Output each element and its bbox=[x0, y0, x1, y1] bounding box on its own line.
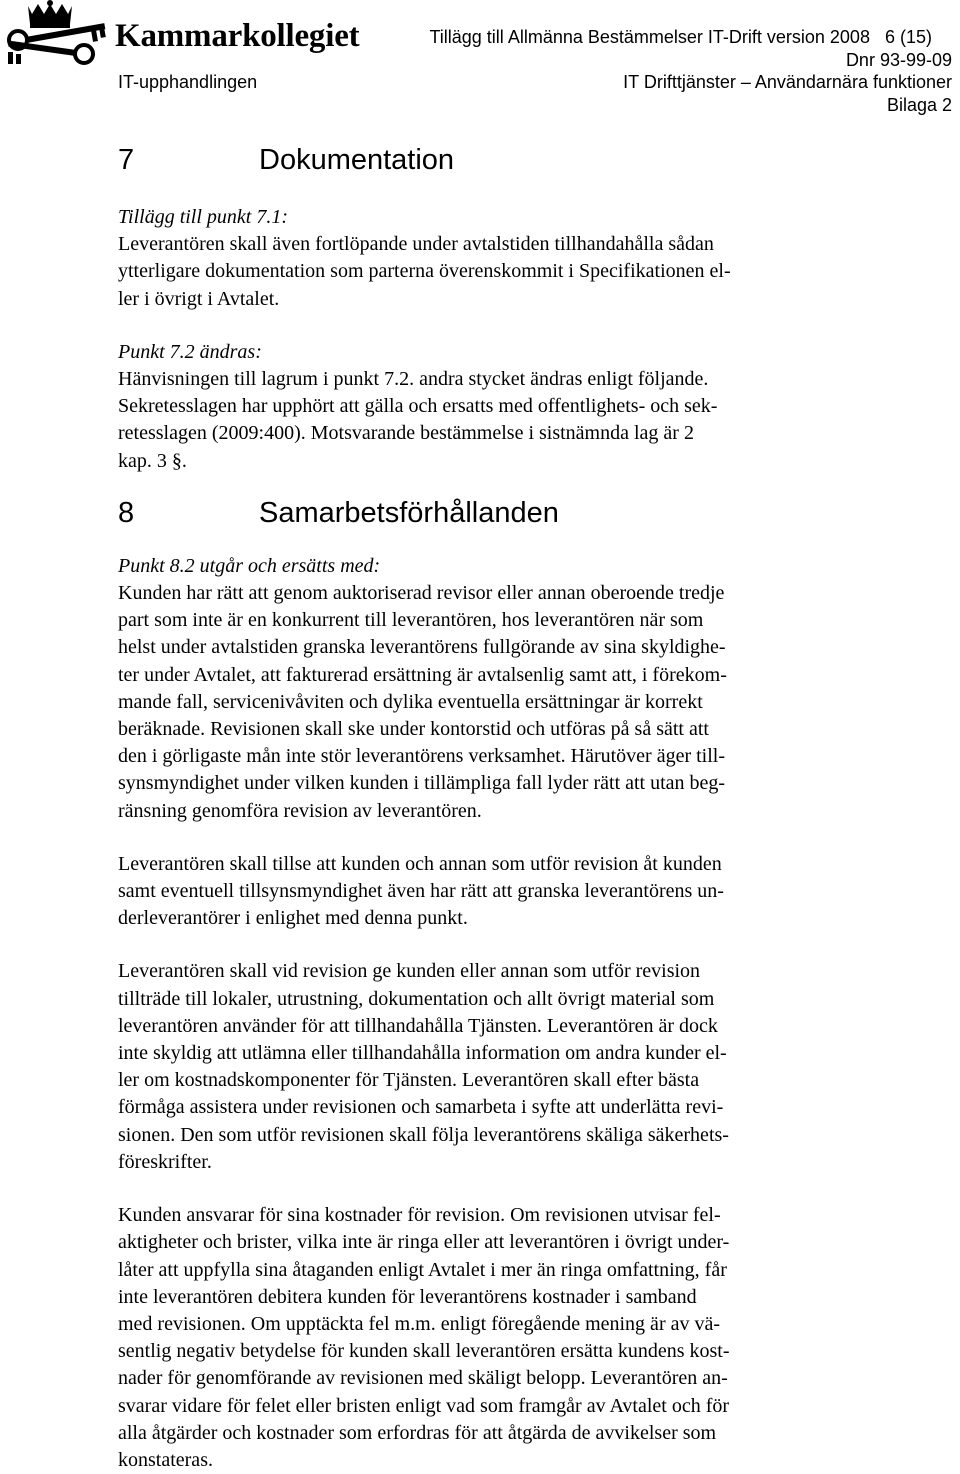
section-title: Samarbetsförhållanden bbox=[259, 496, 559, 529]
text-line: sentlig negativ betydelse för kunden skall leverantören ersätta kundens kost- bbox=[118, 1340, 730, 1363]
text-line: Sekretesslagen har upphört att gälla och ersatts med offentlighets- och sek- bbox=[118, 395, 718, 418]
header-appendix: Bilaga 2 bbox=[886, 95, 952, 115]
document-header-title bbox=[429, 26, 932, 48]
kammarkollegiet-logo bbox=[0, 0, 360, 70]
text-line: svarar vidare för felet eller bristen enligt vad som framgår av Avtalet och för bbox=[118, 1394, 730, 1417]
document-number: Dnr 93-99-09 bbox=[845, 50, 952, 70]
logo-wordmark: Kammarkollegiet bbox=[115, 18, 360, 54]
section-heading-7 bbox=[118, 140, 858, 180]
text-line: ytterligare dokumentation som parterna överenskommit i Specifikationen el- bbox=[118, 260, 731, 283]
subheading: Punkt 8.2 utgår och ersätts med: bbox=[118, 554, 381, 577]
text-line: kap. 3 §. bbox=[118, 449, 187, 472]
text-line: inte skyldig att utlämna eller tillhandahålla information om andra kunder el- bbox=[118, 1042, 727, 1065]
text-line: alla åtgärder och kostnader som erfordras för att åtgärda de avvikelser som bbox=[118, 1421, 717, 1444]
text-line: aktigheter och brister, vilka inte är ringa eller att leverantören i övrigt under- bbox=[118, 1231, 730, 1254]
text-line: Hänvisningen till lagrum i punkt 7.2. andra stycket ändras enligt följande. bbox=[118, 368, 709, 391]
header-department: IT-upphandlingen bbox=[118, 72, 258, 92]
section-number: 8 bbox=[118, 496, 135, 529]
subheading: Punkt 7.2 ändras: bbox=[118, 340, 262, 363]
text-line: förmåga assistera under revisionen och samarbeta i syfte att underlätta revi- bbox=[118, 1096, 724, 1119]
document-body bbox=[118, 140, 858, 1474]
text-line: Leverantören skall tillse att kunden och annan som utför revision åt kunden bbox=[118, 852, 722, 875]
text-line: leverantören använder för att tillhandahålla Tjänsten. Leverantören är dock bbox=[118, 1014, 718, 1037]
paragraph bbox=[118, 958, 858, 1176]
text-line: derleverantörer i enlighet med denna punkt. bbox=[118, 907, 468, 930]
paragraph bbox=[118, 580, 858, 825]
text-line: beräknade. Revisionen skall ske under kontorstid och utföras på så sätt att bbox=[118, 718, 709, 741]
text-line: med revisionen. Om upptäckta fel m.m. enligt föregående mening är av vä- bbox=[118, 1312, 721, 1335]
paragraph bbox=[118, 1202, 858, 1474]
text-line: mande fall, servicenivåviten och dylika eventuella ersättningar är korrekt bbox=[118, 690, 703, 713]
page-number: 6 (15) bbox=[884, 27, 932, 47]
text-line: Kunden har rätt att genom auktoriserad revisor eller annan oberoende tredje bbox=[118, 582, 725, 605]
text-line: samt eventuell tillsynsmyndighet även har rätt att granska leverantörens un- bbox=[118, 880, 724, 903]
paragraph bbox=[118, 851, 858, 933]
text-line: låter att uppfylla sina åtaganden enligt Avtalet i mer än ringa omfattning, får bbox=[118, 1258, 727, 1281]
text-line: ler om kostnadskomponenter för Tjänsten. Leverantören skall efter bästa bbox=[118, 1069, 700, 1092]
text-line: konstateras. bbox=[118, 1448, 213, 1471]
section-title: Dokumentation bbox=[259, 144, 455, 176]
text-line: sionen. Den som utför revisionen skall följa leverantörens skäliga säkerhets- bbox=[118, 1123, 729, 1146]
text-line: ränsning genomföra revision av leverantören. bbox=[118, 799, 482, 822]
document-title: Tillägg till Allmänna Bestämmelser IT-Drift version 2008 bbox=[429, 27, 870, 47]
text-line: part som inte är en konkurrent till leverantören, hos leverantören när som bbox=[118, 609, 704, 632]
text-line: Leverantören skall även fortlöpande under avtalstiden tillhandahålla sådan bbox=[118, 233, 714, 256]
text-line: inte leverantören debitera kunden för leverantörens kostnader i samband bbox=[118, 1285, 697, 1308]
text-line: helst under avtalstiden granska leverantörens fullgörande av sina skyldighe- bbox=[118, 636, 726, 659]
text-line: synsmyndighet under vilken kunden i tillämpliga fall lyder rätt att utan beg- bbox=[118, 772, 726, 795]
subheading: Tillägg till punkt 7.1: bbox=[118, 206, 289, 228]
text-line: ter under Avtalet, att fakturerad ersättning är avtalsenlig samt att, i förekom- bbox=[118, 663, 727, 686]
header-subtitle: IT Drifttjänster – Användarnära funktioner bbox=[623, 72, 952, 92]
paragraph bbox=[118, 366, 858, 475]
paragraph bbox=[118, 231, 858, 313]
text-line: retesslagen (2009:400). Motsvarande bestämmelse i sistnämnda lag är 2 bbox=[118, 422, 694, 445]
text-line: föreskrifter. bbox=[118, 1150, 212, 1173]
text-line: tillträde till lokaler, utrustning, dokumentation och allt övrigt material som bbox=[118, 987, 715, 1010]
crown-keys-icon bbox=[0, 0, 115, 70]
text-line: den i görligaste mån inte stör leverantörens verksamhet. Härutöver äger till- bbox=[118, 745, 726, 768]
text-line: Kunden ansvarar för sina kostnader för revision. Om revisionen utvisar fel- bbox=[118, 1204, 721, 1227]
text-line: ler i övrigt i Avtalet. bbox=[118, 287, 280, 310]
section-heading-8 bbox=[118, 493, 858, 533]
text-line: Leverantören skall vid revision ge kunden eller annan som utför revision bbox=[118, 960, 701, 983]
text-line: nader för genomförande av revisionen med skäligt belopp. Leverantören an- bbox=[118, 1367, 728, 1390]
section-number: 7 bbox=[118, 144, 135, 176]
